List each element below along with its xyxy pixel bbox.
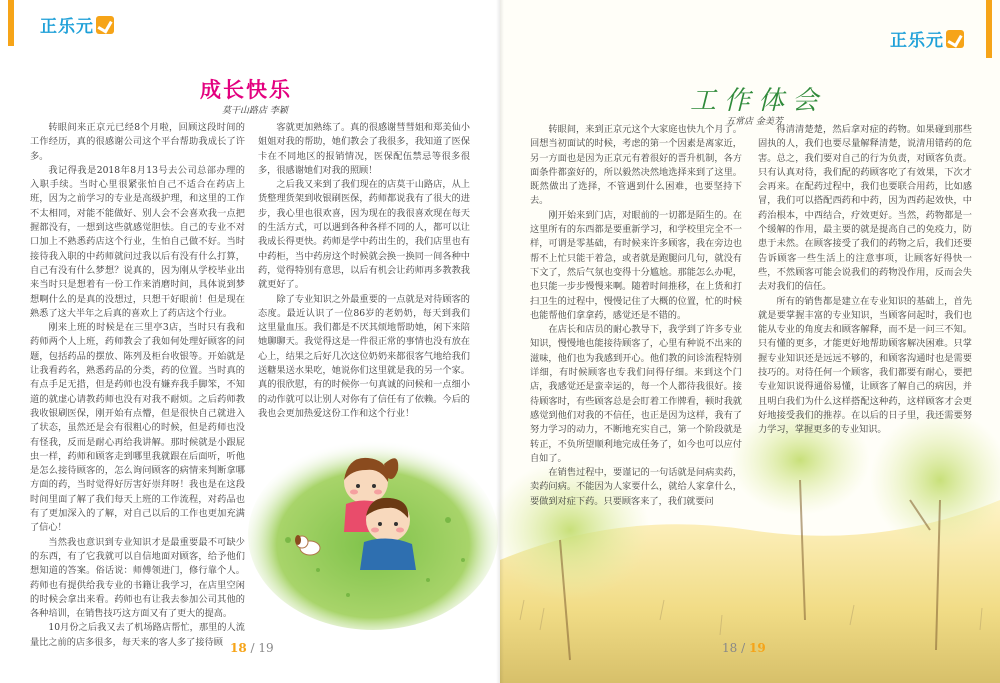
paragraph: 在店长和店员的耐心教导下，我学到了许多专业知识，慢慢地也能接待顾客了，心里有种说不出来的滋味，他们也为我感到开心。他们教的问诊流程特别详细，有时候顾客也专我们问得仔细。来到这个门店，我感觉还是蛮幸运的，每一个人都待我很好。接待顾客时，有些顾客总是会盯着工作牌看，顿时我就感觉到他们对我的不信任，也正是因为这样，我有了努力学习的动力，不断地充实自己，第一个阶段就是转正，不负所望顺利地完成任务了，如今也可以应付自如了。 (530, 324, 742, 464)
paragraph: 刚来上班的时候是在三里亭3店，当时只有我和药师两个人上班，药师教会了我如何处理好顾客的问题，包括药品的摆放、陈列及柜台收银等。开始就是让我看药名，熟悉药品的分类，药的位置。当时真的有点手足无措，但是药师也没有嫌弃我手脚笨，不知道的就虚心请教药师也没有对我不耐烦。之后药师教我收银刷医保，刚开始有点懵，但是很快自己就进入了状态，虽然还是会有很粗心的时候，但是药师也没有怪我，反而是耐心再给我讲解。那时候就是小跟屁虫一样，药师和顾客走到哪里我就跟在后面听，听他是怎么接待顾客的，怎么询问顾客的病情来判断拿哪方面的药，当时觉得好厉害好崇拜呀！我也是在这段时间里面了解了我们每天上班的工作流程，对药品也有了更加深入的了解，对自己以后的工作也更加充满了信心！ (30, 322, 245, 534)
paragraph: 除了专业知识之外最重要的一点就是对待顾客的态度。最近认识了一位86岁的老奶奶，每天到我们这里量血压。我们都是不厌其烦地帮助她，闲下来陪她聊聊天。我觉得这是一件很正常的事情也没有放在心上，结果之后好几次这位奶奶来都很客气地给我们送糖果送水果吃，她说你们这里就是我的另一个家。真的很欣慰，有的时候你一句真诚的问候和一点细小的动作就可以让别人对你有了信任有了依赖。今后的我也会更加热爱这份工作和这个行业！ (258, 293, 470, 419)
page-number-current: 18 (722, 641, 738, 655)
paragraph: 我记得我是2018年8月13号去公司总部办理的入职手续。当时心里很紧张怕自己不适合在药店上班，因为之前学习的专业是高级护理，和这里的工作不太相同，对能不能做好、别人会不会喜欢我一点把握都没有，一想到这些就感觉胆怯。自己的专业不对口加上不熟悉药店这个行业，生怕自己做不好。当时接待我入职的中药师就问过我以后有没有什么打算，自己有没有什么梦想？说真的，因为刚从学校毕业出来当时只是想着有一份工作来消磨时间，具体说到梦想啊什么的是真的没想过，只想干好眼前！但是现在熟悉了这大半年之后真的喜欢上了药店这个行业。 (30, 164, 245, 319)
brand-logo-text: 正乐元 (890, 31, 944, 51)
paragraph: 当然我也意识到专业知识才是最重要最不可缺少的东西，有了它我就可以自信地面对顾客，给予他们想知道的答案。俗话说：师傅领进门，修行靠个人。药师也有提供给我专业的书籍让我学习，在店里空闲的时候会拿出来看。药师也有让我去参加公司其他的各种培训，在销售技巧这方面又有了更大的提高。 (30, 536, 245, 620)
brand-logo-mark (946, 30, 964, 48)
accent-bar (986, 0, 992, 58)
page-number-next: 19 (748, 641, 766, 655)
brand-logo (890, 26, 964, 51)
article-title: 工作体会 (690, 86, 827, 116)
paragraph: 转眼间，来到正京元这个大家庭也快九个月了。回想当初面试的时候，考虑的第一个因素是离家近，另一方面也是因为正京元有着很好的晋升机制，各方面条件都蛮好的，所以毅然决然地选择来到了这里。既然做出了选择，不管遇到什么困难，也要坚持下去。 (530, 124, 742, 207)
page-number-next: 19 (258, 641, 274, 655)
text-column-1 (530, 123, 742, 531)
right-page (500, 0, 1000, 683)
page-number-separator: / (250, 641, 255, 655)
page-number (722, 641, 766, 655)
text-column-2 (758, 123, 972, 483)
article-author: 五常店 金美芳 (726, 117, 783, 127)
paragraph: 10月份之后我又去了机场路店帮忙，那里的人流量比之前的店多很多，每天来的客人多了接待顾 (30, 622, 245, 648)
page-number-separator: / (741, 641, 746, 655)
brand-logo-mark (96, 16, 114, 34)
text-column-2 (258, 121, 470, 441)
accent-bar (8, 0, 14, 46)
article-title: 成长快乐 (200, 78, 292, 102)
paragraph: 得清清楚楚，然后拿对症的药物。如果碰到那些固执的人，我们也要尽量解释清楚，说清用错药的危害。总之，我们要对自己的行为负责，对顾客负责。只有认真对待，我们配的药顾客吃了有效果，下次才会再来。在配药过程中，我们也要联合用药，比如感冒，我们可以搭配西药和中药，因为西药起效快，中药治根本，中西结合，疗效更好。当然，药物都是一个缓解的作用，最主要的就是提高自己的免疫力，防患于未然。在顾客接受了我们的药物之后，我们还要告诉顾客一些生活上的注意事项，让顾客好得快一些，不然顾客可能会说我们的药物没作用，反而会失去对我们的信任。 (758, 124, 972, 293)
brand-logo (40, 12, 114, 37)
paragraph: 客就更加熟练了。真的很感谢彗彗姐和郑美仙小姐姐对我的帮助，她们教会了我很多，我知道了医保卡在不同地区的报销情况，医保配伍禁忌等很多很多，很感谢她们对我的照顾！ (258, 122, 470, 176)
paragraph: 刚开始来到门店，对眼前的一切都是陌生的。在这里所有的东西都是要重新学习，和学校里完全不一样，可谓是零基础，有时候来许多顾客，我在旁边也帮不上忙只能干着急，或者就是跑腿问几句，就没有下文了，然后气氛也变得十分尴尬。那能怎么办呢，也只能一步步慢慢来啊。随着时间推移，在上货和打扫卫生的过程中，慢慢记住了大概的位置，忙的时候也能帮他们拿拿药，感觉还是不错的。 (530, 209, 742, 321)
text-column-1 (30, 121, 245, 648)
page-number-current: 18 (230, 641, 247, 655)
article-author: 莫干山路店 李颖 (222, 106, 288, 116)
page-number (230, 641, 274, 655)
paragraph: 之后我又来到了我们现在的店莫干山路店，从上货整理货架到收银刷医保，药师都说我有了很大的进步，我心里也很欢喜，因为现在的我很喜欢现在每天的生活方式，可以遇到各种各样不同的人，都可以让我成长得更快。药师是学中药出生的，我们店里也有中药柜，当中药房这个时候就会换一换同一间各种中药，觉得特别有意思，以后有机会让药师再多教教我就更好了。 (258, 179, 470, 291)
page-spine (496, 0, 504, 683)
paragraph: 所有的销售都是建立在专业知识的基础上，首先就是要掌握丰富的专业知识，当顾客问起时，我们也能从专业的角度去和顾客解释，而不是一问三不知。只有懂的更多，才能更好地帮助顾客解决困难。只掌握专业知识还是远远不够的，和顾客沟通时也是需要技巧的。对待任何一个顾客，我们都要有耐心，要把专业知识说得通俗易懂，让顾客了解自己的病因，并且明白我们为什么这样搭配这种药，这样顾客才会更好地接受我们的推荐。在以后的日子里，我还需要努力学习，掌握更多的专业知识。 (758, 295, 972, 436)
paragraph: 在销售过程中，要谨记的一句话就是问病卖药，卖药问病。不能因为人家要什么，就给人家拿什么，要做到对症下药。只要顾客来了，我们就要问 (530, 467, 742, 507)
paragraph: 转眼间来正京元已经8个月啦，回顾这段时间的工作经历，真的很感谢公司这个平台帮助我成长了许多。 (30, 122, 245, 162)
brand-logo-text: 正乐元 (40, 17, 94, 37)
children-on-grass-illustration (248, 420, 498, 630)
